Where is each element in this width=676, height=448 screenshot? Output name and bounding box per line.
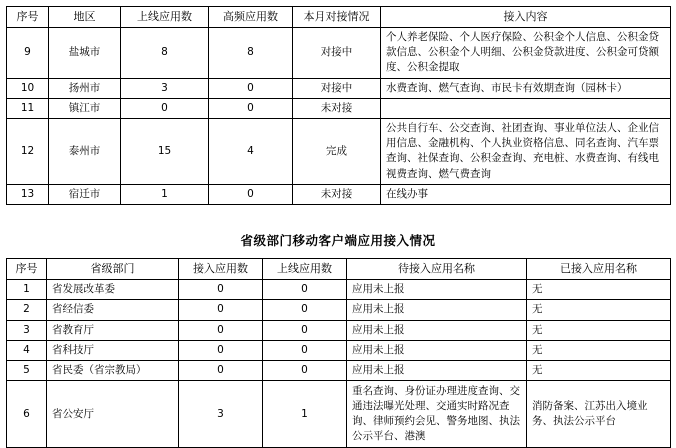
cell-online-count: 1	[121, 184, 209, 204]
column-header-month-status: 本月对接情况	[293, 7, 381, 28]
cell-seq: 11	[7, 98, 49, 118]
column-header-online-count: 上线应用数	[121, 7, 209, 28]
cell-access-count: 0	[179, 340, 263, 360]
column-header-high-frequency-count: 高频应用数	[209, 7, 293, 28]
column-header-seq: 序号	[7, 7, 49, 28]
regional-app-access-table	[6, 6, 671, 205]
cell-access-content: 公共自行车、公交查询、社团查询、事业单位法人、企业信用信息、金融机构、个人执业资格信息、同名查询、汽车票查询、社保查询、公积金查询、充电桩、水费查询、有线电视费查询、燃气费查询	[381, 119, 671, 185]
column-header-accessed-apps: 已接入应用名称	[527, 259, 671, 280]
column-header-seq: 序号	[7, 259, 47, 280]
cell-department: 省发展改革委	[47, 280, 179, 300]
cell-online-count: 0	[263, 300, 347, 320]
cell-department: 省经信委	[47, 300, 179, 320]
table-row	[7, 320, 671, 340]
column-header-access-content: 接入内容	[381, 7, 671, 28]
column-header-area: 地区	[49, 7, 121, 28]
cell-pending-apps: 应用未上报	[347, 280, 527, 300]
cell-access-count: 0	[179, 280, 263, 300]
cell-online-count: 8	[121, 27, 209, 78]
table-row	[7, 300, 671, 320]
cell-area: 扬州市	[49, 78, 121, 98]
table-row	[7, 360, 671, 380]
cell-seq: 9	[7, 27, 49, 78]
table-row	[7, 78, 671, 98]
cell-month-status: 完成	[293, 119, 381, 185]
table-row	[7, 119, 671, 185]
cell-access-content: 个人养老保险、个人医疗保险、公积金个人信息、公积金贷款信息、公积金个人明细、公积金贷款进度、公积金可贷额度、公积金提取	[381, 27, 671, 78]
column-header-department: 省级部门	[47, 259, 179, 280]
cell-high-frequency-count: 4	[209, 119, 293, 185]
cell-month-status: 对接中	[293, 78, 381, 98]
cell-online-count: 0	[121, 98, 209, 118]
table-header-row	[7, 7, 671, 28]
cell-high-frequency-count: 8	[209, 27, 293, 78]
cell-online-count: 3	[121, 78, 209, 98]
cell-department: 省教育厅	[47, 320, 179, 340]
cell-accessed-apps: 无	[527, 340, 671, 360]
cell-seq: 4	[7, 340, 47, 360]
column-header-online-count: 上线应用数	[263, 259, 347, 280]
section-title: 省级部门移动客户端应用接入情况	[240, 233, 436, 249]
cell-seq: 12	[7, 119, 49, 185]
cell-access-count: 0	[179, 300, 263, 320]
cell-area: 宿迁市	[49, 184, 121, 204]
cell-high-frequency-count: 0	[209, 184, 293, 204]
column-header-access-count: 接入应用数	[179, 259, 263, 280]
cell-online-count: 0	[263, 340, 347, 360]
cell-accessed-apps: 无	[527, 360, 671, 380]
cell-access-content: 在线办事	[381, 184, 671, 204]
cell-month-status: 对接中	[293, 27, 381, 78]
cell-area: 镇江市	[49, 98, 121, 118]
cell-month-status: 未对接	[293, 98, 381, 118]
cell-online-count: 0	[263, 360, 347, 380]
table-row	[7, 280, 671, 300]
cell-seq: 3	[7, 320, 47, 340]
cell-month-status: 未对接	[293, 184, 381, 204]
cell-accessed-apps: 无	[527, 320, 671, 340]
cell-department: 省公安厅	[47, 381, 179, 448]
cell-high-frequency-count: 0	[209, 98, 293, 118]
cell-pending-apps: 应用未上报	[347, 320, 527, 340]
cell-accessed-apps: 无	[527, 280, 671, 300]
cell-department: 省民委（省宗教局）	[47, 360, 179, 380]
cell-seq: 10	[7, 78, 49, 98]
cell-area: 泰州市	[49, 119, 121, 185]
cell-online-count: 1	[263, 381, 347, 448]
column-header-pending-apps: 待接入应用名称	[347, 259, 527, 280]
cell-seq: 2	[7, 300, 47, 320]
cell-department: 省科技厅	[47, 340, 179, 360]
cell-pending-apps: 应用未上报	[347, 340, 527, 360]
provincial-dept-app-access-table	[6, 258, 671, 448]
cell-accessed-apps: 无	[527, 300, 671, 320]
cell-seq: 5	[7, 360, 47, 380]
cell-access-content: 水费查询、燃气查询、市民卡有效期查询（园林卡）	[381, 78, 671, 98]
cell-online-count: 0	[263, 320, 347, 340]
cell-online-count: 0	[263, 280, 347, 300]
cell-area: 盐城市	[49, 27, 121, 78]
table-header-row	[7, 259, 671, 280]
cell-accessed-apps: 消防备案、江苏出入境业务、执法公示平台	[527, 381, 671, 448]
cell-access-content	[381, 98, 671, 118]
cell-access-count: 0	[179, 320, 263, 340]
cell-pending-apps: 应用未上报	[347, 300, 527, 320]
cell-seq: 13	[7, 184, 49, 204]
cell-pending-apps: 应用未上报	[347, 360, 527, 380]
cell-high-frequency-count: 0	[209, 78, 293, 98]
table-row	[7, 184, 671, 204]
table-row	[7, 340, 671, 360]
cell-seq: 1	[7, 280, 47, 300]
cell-seq: 6	[7, 381, 47, 448]
table-row	[7, 27, 671, 78]
table-row	[7, 98, 671, 118]
cell-pending-apps: 重名查询、身份证办理进度查询、交通违法曝光处理、交通实时路况查询、律师预约会见、警务地图、执法公示平台、港澳	[347, 381, 527, 448]
cell-access-count: 0	[179, 360, 263, 380]
table-row	[7, 381, 671, 448]
cell-online-count: 15	[121, 119, 209, 185]
cell-access-count: 3	[179, 381, 263, 448]
